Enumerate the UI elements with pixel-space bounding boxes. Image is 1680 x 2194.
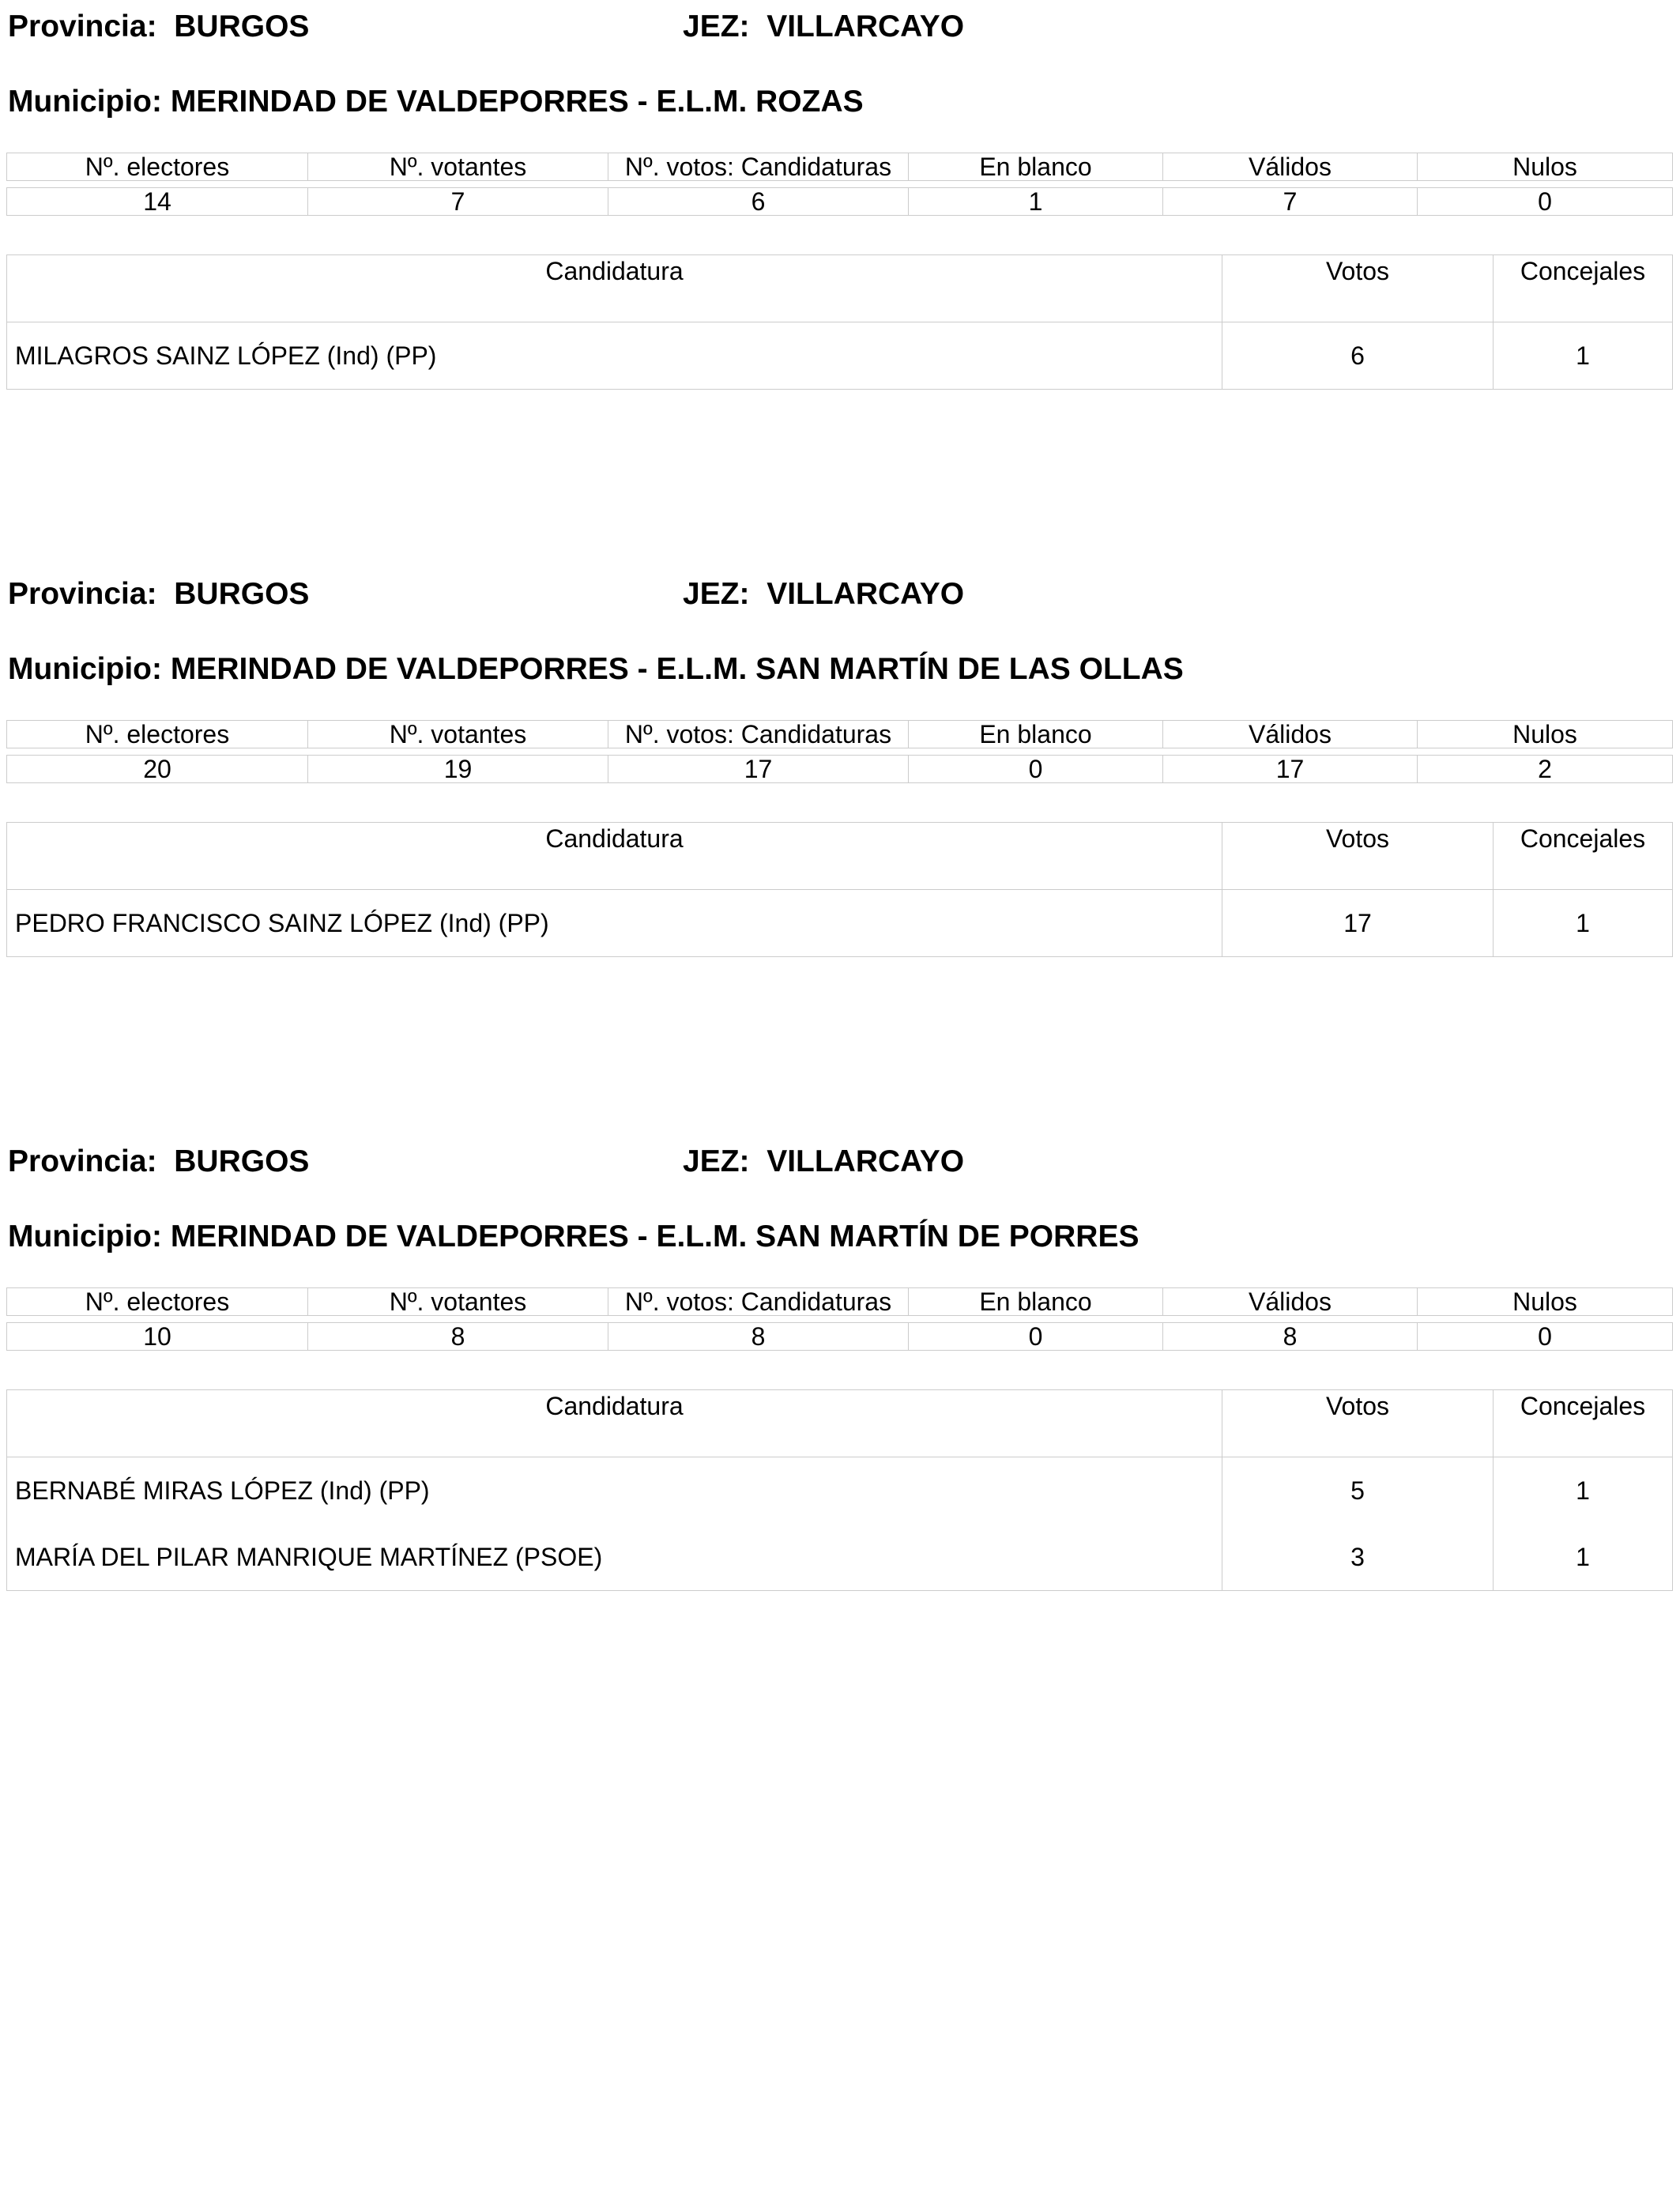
stats-value-votantes: 8: [308, 1323, 608, 1351]
stats-value-row: [7, 1323, 1673, 1351]
candidate-row: [7, 1457, 1673, 1525]
stats-header-row: [7, 153, 1673, 181]
stats-value-electores: 10: [7, 1323, 308, 1351]
candidate-concejales: 1: [1494, 322, 1673, 390]
stats-header-validos: Válidos: [1163, 1288, 1418, 1316]
candidates-table: [6, 254, 1673, 390]
candidate-name: MILAGROS SAINZ LÓPEZ (Ind) (PP): [7, 322, 1222, 390]
municipio-line: [8, 1221, 1139, 1252]
stats-header-validos: Válidos: [1163, 153, 1418, 181]
stats-value-validos: 7: [1163, 188, 1418, 216]
municipio-value: MERINDAD DE VALDEPORRES - E.L.M. ROZAS: [170, 85, 864, 119]
municipio-value: MERINDAD DE VALDEPORRES - E.L.M. SAN MARTÍN DE PORRES: [170, 1220, 1139, 1253]
provincia-value: BURGOS: [174, 9, 310, 43]
stats-header-en-blanco: En blanco: [909, 1288, 1163, 1316]
candidate-concejales: 1: [1494, 1524, 1673, 1591]
header-concejales: Concejales: [1494, 1390, 1673, 1457]
provincia-label: Provincia:: [8, 1144, 157, 1178]
candidates-header-row: [7, 1390, 1673, 1457]
stats-header-en-blanco: En blanco: [909, 721, 1163, 748]
jez-value: VILLARCAYO: [767, 9, 965, 43]
stats-value-nulos: 0: [1418, 188, 1673, 216]
candidate-name: PEDRO FRANCISCO SAINZ LÓPEZ (Ind) (PP): [7, 890, 1222, 957]
stats-value-electores: 14: [7, 188, 308, 216]
header-votos: Votos: [1222, 1390, 1494, 1457]
stats-table: [6, 720, 1673, 783]
stats-header-en-blanco: En blanco: [909, 153, 1163, 181]
stats-header-votantes: Nº. votantes: [308, 1288, 608, 1316]
jez-line: [683, 579, 964, 609]
header-votos: Votos: [1222, 823, 1494, 890]
stats-header-votantes: Nº. votantes: [308, 721, 608, 748]
header-candidatura: Candidatura: [7, 255, 1222, 322]
jez-value: VILLARCAYO: [767, 1144, 965, 1178]
jez-label: JEZ:: [683, 9, 750, 43]
municipio-label: Municipio:: [8, 85, 162, 119]
municipio-value: MERINDAD DE VALDEPORRES - E.L.M. SAN MARTÍN DE LAS OLLAS: [170, 652, 1184, 686]
jez-line: [683, 1146, 964, 1177]
stats-header-row: [7, 721, 1673, 748]
jez-line: [683, 11, 964, 42]
stats-value-validos: 17: [1163, 756, 1418, 783]
provincia-value: BURGOS: [174, 577, 310, 611]
candidate-votos: 17: [1222, 890, 1494, 957]
stats-value-en-blanco: 0: [909, 756, 1163, 783]
provincia-label: Provincia:: [8, 577, 157, 611]
candidates-header-row: [7, 823, 1673, 890]
stats-header-row: [7, 1288, 1673, 1316]
municipio-label: Municipio:: [8, 652, 162, 686]
stats-value-nulos: 2: [1418, 756, 1673, 783]
candidate-concejales: 1: [1494, 890, 1673, 957]
candidate-name: BERNABÉ MIRAS LÓPEZ (Ind) (PP): [7, 1457, 1222, 1525]
header-candidatura: Candidatura: [7, 1390, 1222, 1457]
stats-value-votos-candidaturas: 17: [608, 756, 909, 783]
stats-value-electores: 20: [7, 756, 308, 783]
provincia-value: BURGOS: [174, 1144, 310, 1178]
candidates-table: [6, 822, 1673, 957]
stats-value-votos-candidaturas: 8: [608, 1323, 909, 1351]
stats-header-votos-candidaturas: Nº. votos: Candidaturas: [608, 153, 909, 181]
stats-header-nulos: Nulos: [1418, 721, 1673, 748]
provincia-line: [8, 11, 309, 42]
candidate-row: [7, 1524, 1673, 1591]
candidate-row: [7, 322, 1673, 390]
candidates-header-row: [7, 255, 1673, 322]
stats-value-en-blanco: 1: [909, 188, 1163, 216]
jez-label: JEZ:: [683, 1144, 750, 1178]
stats-header-votantes: Nº. votantes: [308, 153, 608, 181]
municipio-line: [8, 86, 864, 117]
candidates-table: [6, 1389, 1673, 1591]
stats-header-nulos: Nulos: [1418, 153, 1673, 181]
provincia-line: [8, 1146, 309, 1177]
municipio-line: [8, 654, 1184, 684]
stats-value-en-blanco: 0: [909, 1323, 1163, 1351]
jez-value: VILLARCAYO: [767, 577, 965, 611]
stats-value-votos-candidaturas: 6: [608, 188, 909, 216]
stats-header-electores: Nº. electores: [7, 1288, 308, 1316]
header-votos: Votos: [1222, 255, 1494, 322]
header-concejales: Concejales: [1494, 823, 1673, 890]
stats-table: [6, 153, 1673, 216]
candidate-concejales: 1: [1494, 1457, 1673, 1525]
stats-value-row: [7, 756, 1673, 783]
stats-header-validos: Válidos: [1163, 721, 1418, 748]
stats-value-nulos: 0: [1418, 1323, 1673, 1351]
header-candidatura: Candidatura: [7, 823, 1222, 890]
candidate-name: MARÍA DEL PILAR MANRIQUE MARTÍNEZ (PSOE): [7, 1524, 1222, 1591]
provincia-line: [8, 579, 309, 609]
municipio-label: Municipio:: [8, 1220, 162, 1253]
stats-header-nulos: Nulos: [1418, 1288, 1673, 1316]
stats-table: [6, 1287, 1673, 1351]
stats-value-row: [7, 188, 1673, 216]
stats-header-electores: Nº. electores: [7, 153, 308, 181]
provincia-label: Provincia:: [8, 9, 157, 43]
stats-header-votos-candidaturas: Nº. votos: Candidaturas: [608, 1288, 909, 1316]
candidate-votos: 3: [1222, 1524, 1494, 1591]
stats-value-validos: 8: [1163, 1323, 1418, 1351]
stats-value-votantes: 7: [308, 188, 608, 216]
header-concejales: Concejales: [1494, 255, 1673, 322]
stats-value-votantes: 19: [308, 756, 608, 783]
candidate-votos: 6: [1222, 322, 1494, 390]
stats-header-votos-candidaturas: Nº. votos: Candidaturas: [608, 721, 909, 748]
jez-label: JEZ:: [683, 577, 750, 611]
candidate-row: [7, 890, 1673, 957]
candidate-votos: 5: [1222, 1457, 1494, 1525]
stats-header-electores: Nº. electores: [7, 721, 308, 748]
